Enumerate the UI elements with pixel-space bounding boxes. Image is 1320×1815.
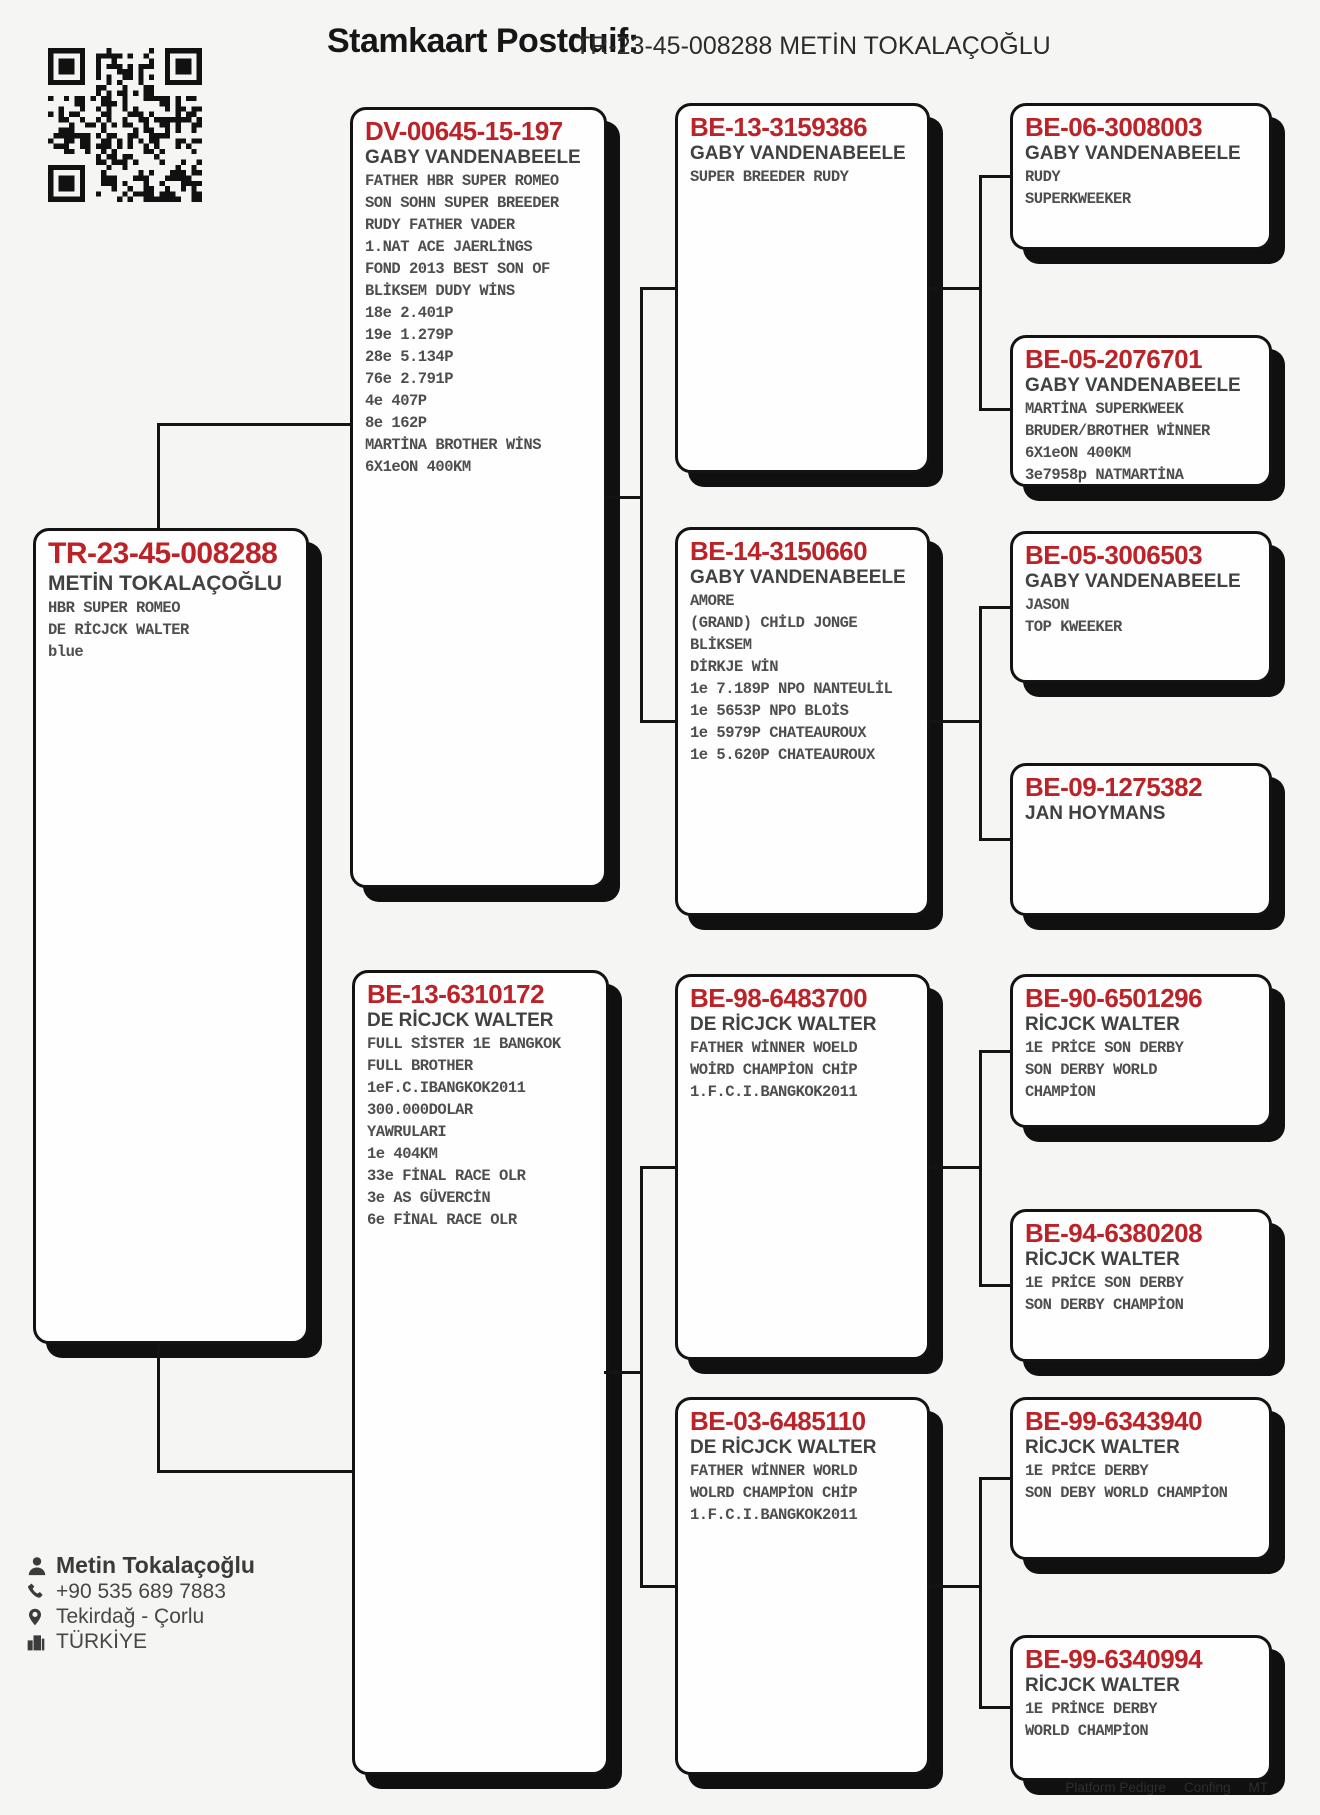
detail-line: 1e 5653P NPO BLOİS bbox=[690, 702, 849, 720]
detail-line: MARTİNA BROTHER WİNS bbox=[365, 436, 542, 454]
phone-icon bbox=[26, 1581, 56, 1603]
connector-line bbox=[157, 423, 160, 531]
detail-line: BRUDER/BROTHER WİNNER bbox=[1025, 422, 1210, 440]
detail-line: 4e 407P bbox=[365, 392, 427, 410]
pedigree-box-BE-05-3006503 bbox=[1010, 531, 1272, 683]
page-subtitle: TR-23-45-008288 METİN TOKALAÇOĞLU bbox=[575, 32, 1051, 60]
connector-line bbox=[927, 1585, 981, 1588]
breeder-name: GABY VANDENABEELE bbox=[1025, 143, 1241, 164]
detail-line: SON DERBY CHAMPİON bbox=[1025, 1296, 1184, 1314]
connector-line bbox=[979, 838, 1012, 841]
connector-line bbox=[640, 1166, 677, 1169]
detail-line: FULL SİSTER 1E BANGKOK bbox=[367, 1035, 561, 1053]
detail-line: WOLRD CHAMPİON CHİP bbox=[690, 1484, 858, 1502]
contact-phone-row bbox=[26, 1580, 255, 1604]
contact-location: Tekirdağ - Çorlu bbox=[56, 1605, 205, 1628]
detail-line: (GRAND) CHİLD JONGE bbox=[690, 614, 858, 632]
ring-number: BE-05-3006503 bbox=[1025, 540, 1203, 570]
connector-line bbox=[640, 720, 677, 723]
connector-line bbox=[157, 1470, 355, 1473]
detail-line: BLİKSEM bbox=[690, 636, 752, 654]
detail-line: TOP KWEEKER bbox=[1025, 618, 1122, 636]
breeder-name: RİCJCK WALTER bbox=[1025, 1675, 1180, 1696]
pedigree-box-BE-99-6340994 bbox=[1010, 1635, 1272, 1781]
building-icon bbox=[26, 1631, 56, 1653]
detail-line: 3e AS GÜVERCİN bbox=[367, 1189, 491, 1207]
breeder-name: DE RİCJCK WALTER bbox=[367, 1010, 554, 1031]
connector-line bbox=[157, 1342, 160, 1473]
pedigree-box-BE-90-6501296 bbox=[1010, 974, 1272, 1128]
detail-line: SUPER BREEDER RUDY bbox=[690, 168, 849, 186]
connector-line bbox=[979, 1706, 1012, 1709]
pedigree-box-BE-94-6380208 bbox=[1010, 1209, 1272, 1362]
breeder-name: RİCJCK WALTER bbox=[1025, 1014, 1180, 1035]
ring-number: BE-14-3150660 bbox=[690, 536, 868, 566]
detail-line: CHAMPİON bbox=[1025, 1083, 1096, 1101]
footer-platform: Platform Pedigre bbox=[1065, 1780, 1166, 1795]
contact-phone: +90 535 689 7883 bbox=[56, 1580, 226, 1603]
breeder-name: DE RİCJCK WALTER bbox=[690, 1437, 877, 1458]
connector-line bbox=[604, 1371, 642, 1374]
detail-line: 6X1eON 400KM bbox=[365, 458, 471, 476]
detail-line: 1.F.C.I.BANGKOK2011 bbox=[690, 1083, 858, 1101]
ring-number: BE-09-1275382 bbox=[1025, 772, 1203, 802]
detail-line: HBR SUPER ROMEO bbox=[48, 599, 181, 617]
detail-line: 1.NAT ACE JAERLİNGS bbox=[365, 238, 533, 256]
detail-line: blue bbox=[48, 643, 84, 661]
detail-line: JASON bbox=[1025, 596, 1070, 614]
connector-line bbox=[979, 606, 982, 841]
breeder-name: GABY VANDENABEELE bbox=[365, 147, 581, 168]
ring-number: BE-03-6485110 bbox=[690, 1406, 866, 1436]
detail-line: WORLD CHAMPİON bbox=[1025, 1722, 1149, 1740]
pedigree-box-BE-99-6343940 bbox=[1010, 1397, 1272, 1560]
breeder-name: RİCJCK WALTER bbox=[1025, 1249, 1180, 1270]
connector-line bbox=[640, 287, 677, 290]
breeder-name: METİN TOKALAÇOĞLU bbox=[48, 572, 283, 595]
ring-number: BE-99-6340994 bbox=[1025, 1644, 1203, 1674]
ring-number: BE-05-2076701 bbox=[1025, 344, 1203, 374]
ring-number: BE-13-6310172 bbox=[367, 979, 545, 1009]
detail-line: 1E PRİCE DERBY bbox=[1025, 1462, 1149, 1480]
connector-line bbox=[979, 606, 1012, 609]
pedigree-box-BE-98-6483700 bbox=[675, 974, 930, 1360]
pedigree-box-DV-00645-15-197 bbox=[350, 107, 607, 888]
detail-line: 1E PRİNCE DERBY bbox=[1025, 1700, 1158, 1718]
ring-number: BE-94-6380208 bbox=[1025, 1218, 1203, 1248]
connector-line bbox=[979, 408, 1012, 411]
detail-line: 19e 1.279P bbox=[365, 326, 454, 344]
ring-number: BE-98-6483700 bbox=[690, 983, 868, 1013]
detail-line: 1e 5979P CHATEAUROUX bbox=[690, 724, 867, 742]
detail-line: BLİKSEM DUDY WİNS bbox=[365, 282, 515, 300]
connector-line bbox=[927, 1166, 981, 1169]
detail-line: 6X1eON 400KM bbox=[1025, 444, 1131, 462]
detail-line: 6e FİNAL RACE OLR bbox=[367, 1211, 517, 1229]
detail-line: SUPERKWEEKER bbox=[1025, 190, 1131, 208]
connector-line bbox=[979, 1050, 1012, 1053]
footer-initials: MT bbox=[1248, 1780, 1268, 1795]
detail-line: 18e 2.401P bbox=[365, 304, 454, 322]
footer bbox=[1065, 1780, 1268, 1795]
ring-number: BE-99-6343940 bbox=[1025, 1406, 1203, 1436]
detail-line: 1E PRİCE SON DERBY bbox=[1025, 1039, 1184, 1057]
pedigree-box-BE-09-1275382 bbox=[1010, 763, 1272, 916]
detail-line: 1eF.C.IBANGKOK2011 bbox=[367, 1079, 526, 1097]
detail-line: 3e7958p NATMARTİNA bbox=[1025, 466, 1184, 484]
detail-line: FATHER HBR SUPER ROMEO bbox=[365, 172, 559, 190]
breeder-name: GABY VANDENABEELE bbox=[690, 567, 906, 588]
page-title: Stamkaart Postduif: bbox=[327, 22, 639, 60]
detail-line: 1E PRİCE SON DERBY bbox=[1025, 1274, 1184, 1292]
breeder-name: JAN HOYMANS bbox=[1025, 803, 1166, 824]
detail-line: AMORE bbox=[690, 592, 735, 610]
detail-line: SON SOHN SUPER BREEDER bbox=[365, 194, 559, 212]
connector-line bbox=[979, 1477, 1012, 1480]
contact-name: Metin Tokalaçoğlu bbox=[56, 1552, 255, 1578]
detail-line: 1.F.C.I.BANGKOK2011 bbox=[690, 1506, 858, 1524]
breeder-name: GABY VANDENABEELE bbox=[1025, 571, 1241, 592]
contact-location-row bbox=[26, 1605, 255, 1629]
detail-line: 76e 2.791P bbox=[365, 370, 454, 388]
detail-line: DE RİCJCK WALTER bbox=[48, 621, 189, 639]
detail-line: 1e 5.620P CHATEAUROUX bbox=[690, 746, 875, 764]
detail-line: FATHER WİNNER WORLD bbox=[690, 1462, 858, 1480]
detail-line: SON DERBY WORLD bbox=[1025, 1061, 1158, 1079]
pedigree-box-BE-14-3150660 bbox=[675, 527, 930, 916]
detail-line: 1e 404KM bbox=[367, 1145, 438, 1163]
connector-line bbox=[979, 175, 1012, 178]
person-icon bbox=[26, 1555, 56, 1577]
qr-code-icon bbox=[48, 48, 202, 202]
breeder-name: GABY VANDENABEELE bbox=[690, 143, 906, 164]
contact-block bbox=[26, 1552, 255, 1655]
detail-line: 33e FİNAL RACE OLR bbox=[367, 1167, 526, 1185]
pedigree-box-BE-03-6485110 bbox=[675, 1397, 930, 1775]
connector-line bbox=[979, 1477, 982, 1709]
location-pin-icon bbox=[26, 1606, 56, 1628]
contact-country-row bbox=[26, 1630, 255, 1654]
connector-line bbox=[640, 287, 643, 723]
detail-line: YAWRULARI bbox=[367, 1123, 447, 1141]
detail-line: FULL BROTHER bbox=[367, 1057, 473, 1075]
connector-line bbox=[927, 287, 981, 290]
breeder-name: RİCJCK WALTER bbox=[1025, 1437, 1180, 1458]
ring-number: BE-06-3008003 bbox=[1025, 112, 1203, 142]
connector-line bbox=[157, 423, 353, 426]
pedigree-box-BE-13-6310172 bbox=[352, 970, 609, 1775]
pedigree-box-TR-23-45-008288 bbox=[33, 528, 309, 1344]
detail-line: 300.000DOLAR bbox=[367, 1101, 473, 1119]
contact-country: TÜRKİYE bbox=[56, 1630, 148, 1653]
connector-line bbox=[640, 1585, 677, 1588]
connector-line bbox=[979, 175, 982, 411]
connector-line bbox=[979, 1050, 982, 1287]
ring-number: BE-90-6501296 bbox=[1025, 983, 1203, 1013]
connector-line bbox=[640, 1166, 643, 1588]
connector-line bbox=[604, 496, 642, 499]
detail-line: FOND 2013 BEST SON OF bbox=[365, 260, 550, 278]
breeder-name: GABY VANDENABEELE bbox=[1025, 375, 1241, 396]
pedigree-box-BE-06-3008003 bbox=[1010, 103, 1272, 250]
detail-line: MARTİNA SUPERKWEEK bbox=[1025, 400, 1184, 418]
detail-line: RUDY bbox=[1025, 168, 1061, 186]
pedigree-box-BE-05-2076701 bbox=[1010, 335, 1272, 487]
connector-line bbox=[979, 1284, 1012, 1287]
detail-line: DİRKJE WİN bbox=[690, 658, 779, 676]
connector-line bbox=[927, 720, 981, 723]
breeder-name: DE RİCJCK WALTER bbox=[690, 1014, 877, 1035]
detail-line: FATHER WİNNER WOELD bbox=[690, 1039, 858, 1057]
ring-number: DV-00645-15-197 bbox=[365, 116, 563, 146]
detail-line: 8e 162P bbox=[365, 414, 427, 432]
contact-name-row bbox=[26, 1552, 255, 1579]
footer-config: Confing bbox=[1183, 1780, 1231, 1795]
detail-line: 1e 7.189P NPO NANTEULİL bbox=[690, 680, 893, 698]
detail-line: RUDY FATHER VADER bbox=[365, 216, 515, 234]
ring-number: BE-13-3159386 bbox=[690, 112, 868, 142]
detail-line: SON DEBY WORLD CHAMPİON bbox=[1025, 1484, 1228, 1502]
detail-line: WOİRD CHAMPİON CHİP bbox=[690, 1061, 858, 1079]
pedigree-box-BE-13-3159386 bbox=[675, 103, 930, 473]
detail-line: 28e 5.134P bbox=[365, 348, 454, 366]
ring-number: TR-23-45-008288 bbox=[48, 537, 278, 570]
